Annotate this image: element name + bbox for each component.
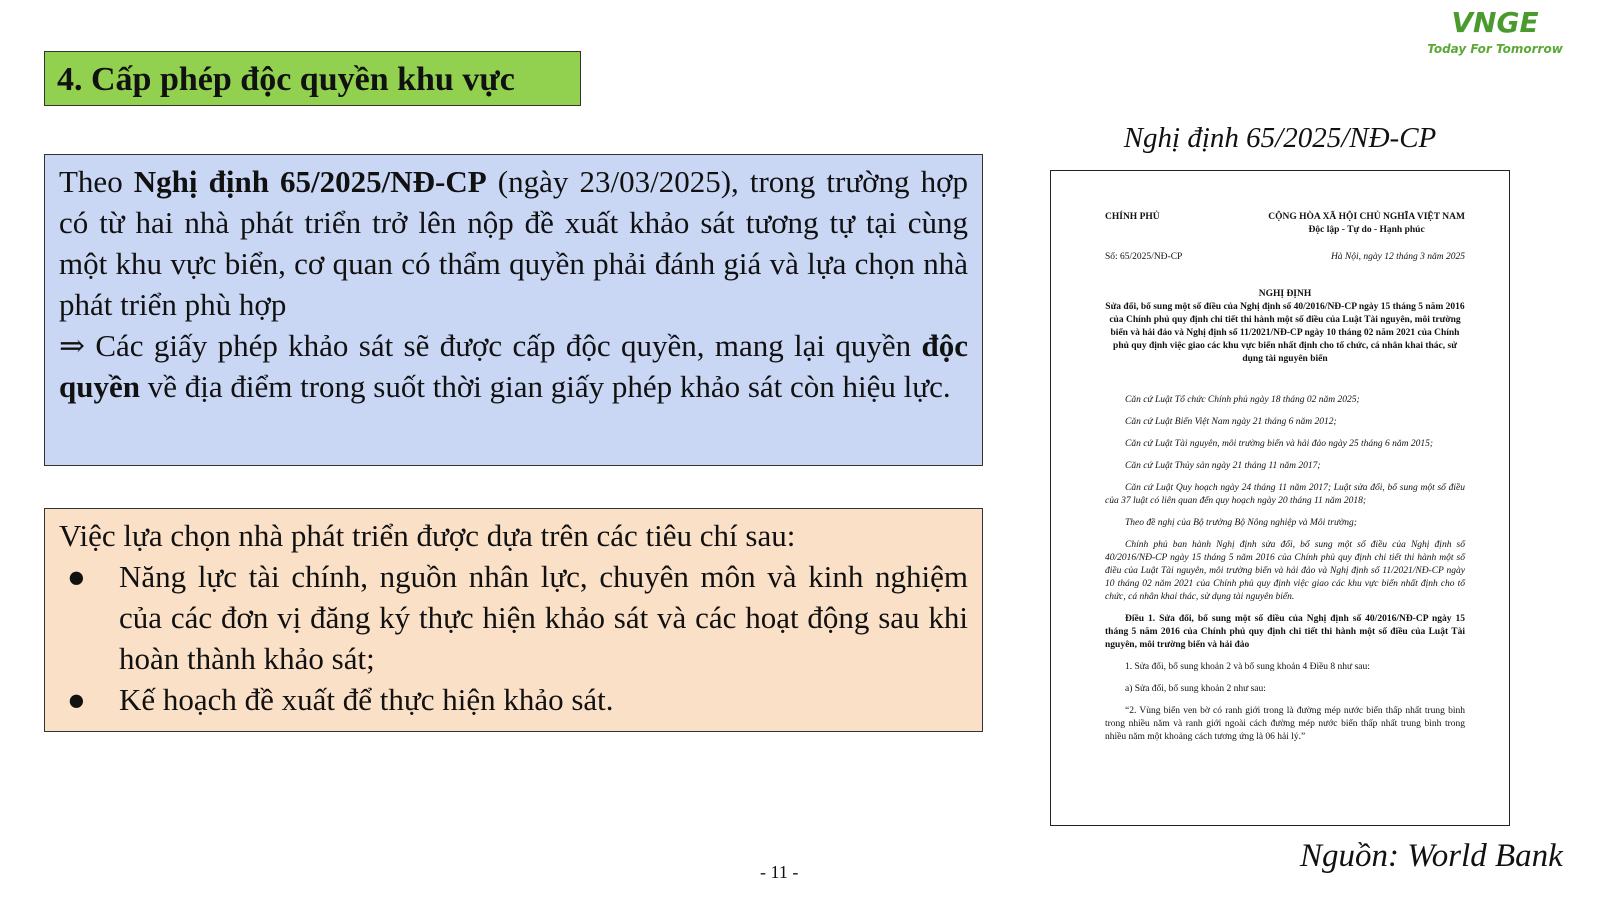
- doc-clause-a: a) Sửa đổi, bổ sung khoản 2 như sau:: [1125, 684, 1266, 694]
- doc-date: Hà Nội, ngày 12 tháng 3 năm 2025: [1330, 252, 1465, 262]
- doc-line: Theo đề nghị của Bộ trưởng Bộ Nông nghiệp và Môi trường;: [1125, 518, 1357, 528]
- criteria-item-text: Năng lực tài chính, nguồn nhân lực, chuyên môn và kinh nghiệm của các đơn vị đăng ký thực hiện khảo sát và các hoạt động sau khi hoàn thành khảo sát;: [119, 559, 968, 676]
- decree-document-image: [1050, 170, 1510, 826]
- doc-article: Điều 1. Sửa đổi, bổ sung một số điều của Nghị định số 40/2016/NĐ-CP ngày 15 tháng 5 năm 2016 của Chính phủ quy định chi tiết thi hành một số điều của Luật Tài nguyên, môi trường biển và hải đảo: [1105, 614, 1465, 650]
- bullet-icon: ●: [67, 559, 86, 594]
- criteria-list: [59, 556, 968, 720]
- logo-brand: VNGE: [1451, 6, 1539, 39]
- doc-line: Căn cứ Luật Tài nguyên, môi trường biển và hải đảo ngày 25 tháng 6 năm 2015;: [1125, 439, 1434, 449]
- doc-meta-row: [1105, 251, 1465, 264]
- intro-text-rest: (ngày 23/03/2025), trong trường hợp có từ hai nhà phát triển trở lên nộp đề xuất khảo sát tương tự tại cùng một khu vực biển, cơ quan có thẩm quyền phải đánh giá và lựa chọn nhà phát triển phù hợp: [59, 164, 968, 322]
- doc-body: [1105, 394, 1465, 744]
- doc-quote: “2. Vùng biển ven bờ có ranh giới trong là đường mép nước biển thấp nhất trung bình trong nhiều năm và ranh giới ngoài cách đường mép nước biển thấp nhất trung bình trong nhiều năm một khoảng cách tương ứng là 06 hải lý.”: [1105, 706, 1465, 742]
- consequence-text-rest: về địa điểm trong suốt thời gian giấy phép khảo sát còn hiệu lực.: [139, 369, 951, 404]
- list-item: [59, 679, 968, 720]
- consequence-text-start: ⇒ Các giấy phép khảo sát sẽ được cấp độc quyền, mang lại quyền: [59, 328, 922, 363]
- doc-line: Căn cứ Luật Thủy sản ngày 21 tháng 11 năm 2017;: [1125, 461, 1321, 471]
- doc-clause: 1. Sửa đổi, bổ sung khoản 2 và bổ sung khoản 4 Điều 8 như sau:: [1125, 662, 1370, 672]
- source-credit: Nguồn: World Bank: [1300, 838, 1563, 874]
- logo-tagline: Today For Tomorrow: [1427, 42, 1563, 56]
- criteria-item-text: Kế hoạch đề xuất để thực hiện khảo sát.: [119, 682, 614, 717]
- selection-criteria-box: [44, 508, 983, 732]
- doc-line: Căn cứ Luật Tổ chức Chính phủ ngày 18 tháng 02 năm 2025;: [1125, 395, 1360, 405]
- intro-text-start: Theo: [59, 164, 134, 199]
- page-number: - 11 -: [760, 862, 799, 882]
- decree-name-bold: Nghị định 65/2025/NĐ-CP: [133, 164, 487, 199]
- doc-nation: CỘNG HÒA XÃ HỘI CHỦ NGHĨA VIỆT NAM: [1268, 212, 1465, 222]
- decree-summary-box: [44, 154, 983, 466]
- doc-line: Căn cứ Luật Biển Việt Nam ngày 21 tháng 6 năm 2012;: [1125, 417, 1337, 427]
- vnge-logo: [1420, 6, 1570, 56]
- doc-issuer: CHÍNH PHỦ: [1105, 212, 1160, 222]
- doc-header: [1105, 211, 1465, 237]
- bullet-icon: ●: [67, 682, 86, 717]
- doc-nation-block: [1268, 211, 1465, 237]
- decree-summary-paragraph: [59, 161, 968, 325]
- section-title: 4. Cấp phép độc quyền khu vực: [57, 61, 515, 98]
- doc-line: Căn cứ Luật Quy hoạch ngày 24 tháng 11 năm 2017; Luật sửa đổi, bổ sung một số điều của 37 luật có liên quan đến quy hoạch ngày 20 tháng 11 năm 2018;: [1105, 483, 1465, 506]
- doc-subtitle: Sửa đổi, bổ sung một số điều của Nghị định số 40/2016/NĐ-CP ngày 15 tháng 5 năm 2016 của Chính phủ quy định chi tiết thi hành một số điều của Luật Tài nguyên, môi trường biển và hải đảo và Nghị định số 11/2021/NĐ-CP ngày 10 tháng 02 năm 2021 của Chính phủ quy định việc giao các khu vực biển nhất định cho tổ chức, cá nhân khai thác, sử dụng tài nguyên biển: [1105, 302, 1465, 364]
- doc-title: NGHỊ ĐỊNH: [1258, 289, 1312, 299]
- criteria-lead: Việc lựa chọn nhà phát triển được dựa trên các tiêu chí sau:: [59, 518, 796, 553]
- list-item: [59, 556, 968, 679]
- section-title-box: [44, 51, 581, 106]
- doc-motto: Độc lập - Tự do - Hạnh phúc: [1308, 225, 1425, 235]
- doc-line: Chính phủ ban hành Nghị định sửa đổi, bổ sung một số điều của Nghị định số 40/2016/NĐ-CP ngày 15 tháng 5 năm 2016 của Chính phủ quy định chi tiết thi hành một số điều của Luật Tài nguyên, môi trường biển và hải đảo và Nghị định số 11/2021/NĐ-CP ngày 10 tháng 02 năm 2021 của Chính phủ quy định việc giao các khu vực biển nhất định cho tổ chức, cá nhân khai thác, sử dụng tài nguyên biển.: [1105, 540, 1465, 602]
- exclusive-license-paragraph: [59, 325, 968, 407]
- decree-caption: Nghị định 65/2025/NĐ-CP: [1123, 122, 1437, 154]
- exclusive-bold: độc quyền: [59, 328, 968, 404]
- doc-number: Số: 65/2025/NĐ-CP: [1105, 252, 1183, 262]
